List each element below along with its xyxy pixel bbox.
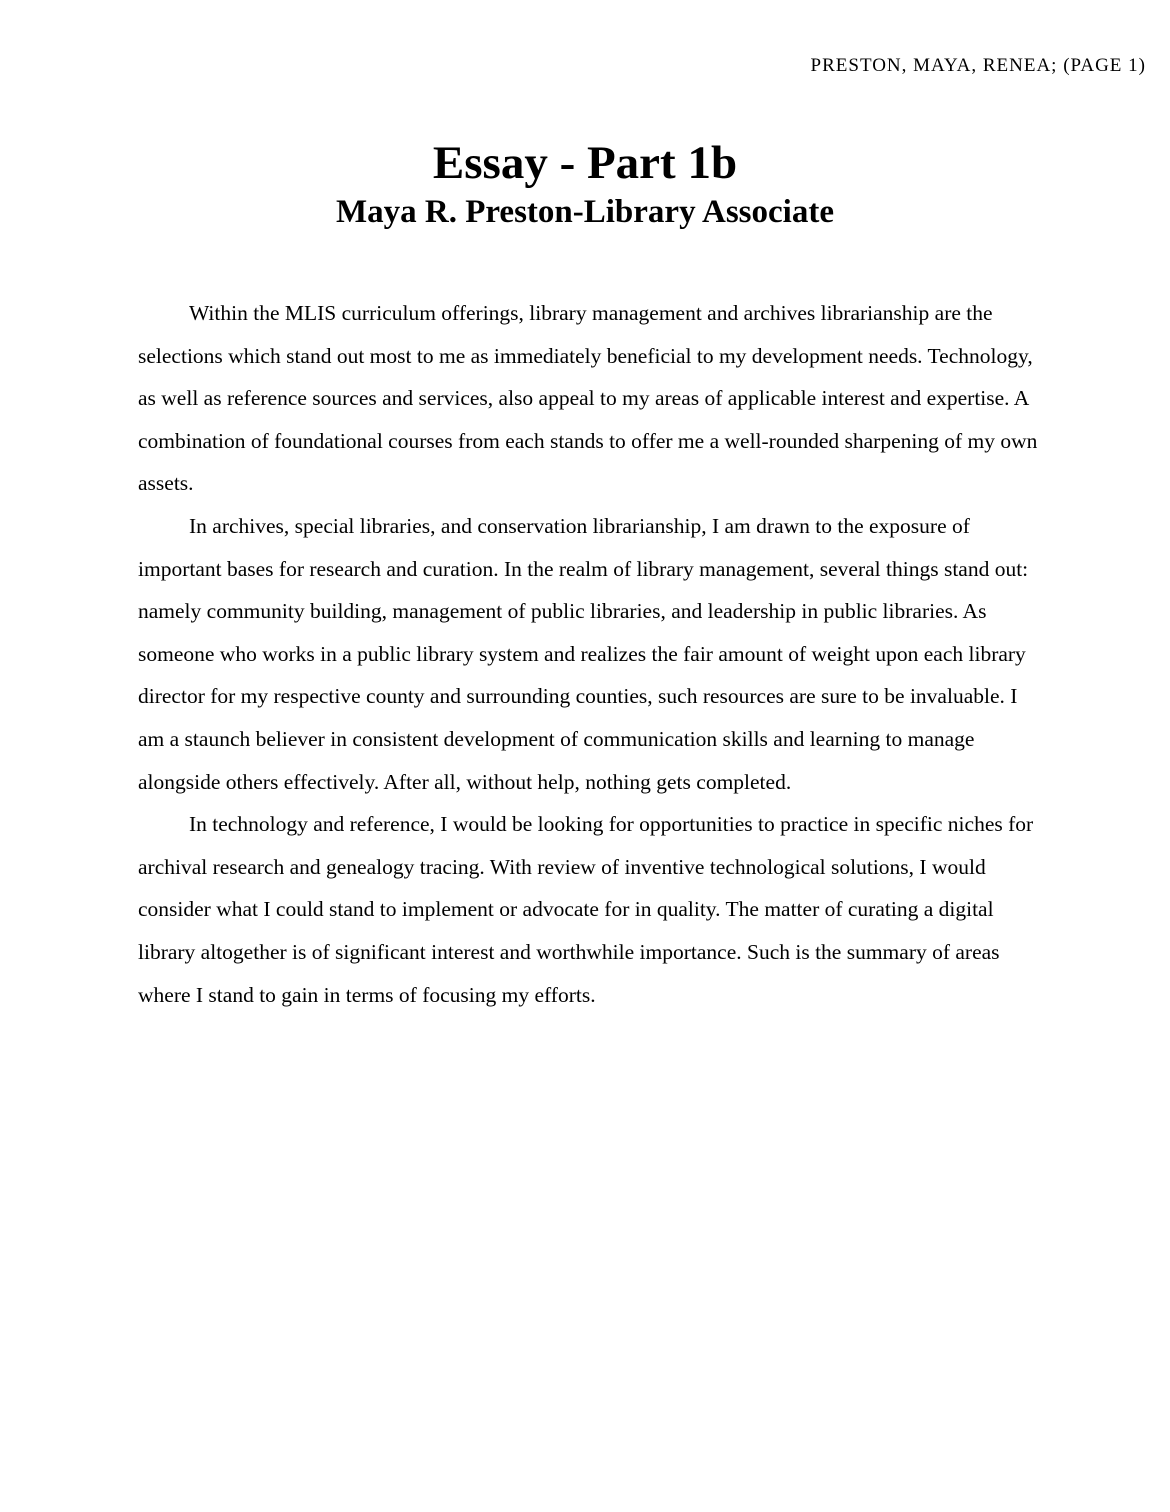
paragraph: In archives, special libraries, and conservation librarianship, I am drawn to the exposure of important bases for research and curation. In the realm of library management, several things stand out: namely community building, management of public libraries, and leadership in public libraries. As someone who works in a public library system and realizes the fair amount of weight upon each library director for my respective county and surrounding counties, such resources are sure to be invaluable. I am a staunch believer in consistent development of communication skills and learning to manage alongside others effectively. After all, without help, nothing gets completed. xyxy=(138,513,1029,794)
running-header: PRESTON, MAYA, RENEA; (PAGE 1) xyxy=(810,55,1146,76)
essay-body xyxy=(138,292,1038,1016)
page-subtitle: Maya R. Preston-Library Associate xyxy=(336,194,834,230)
paragraph: Within the MLIS curriculum offerings, library management and archives librarianship are the selections which stand out most to me as immediately beneficial to my development needs. Technology, as well as reference sources and services, also appeal to my areas of applicable interest and expertise. A combination of foundational courses from each stands to offer me a well-rounded sharpening of my own assets. xyxy=(138,301,1038,496)
page-title: Essay - Part 1b xyxy=(432,137,738,189)
paragraph: In technology and reference, I would be looking for opportunities to practice in specific niches for archival research and genealogy tracing. With review of inventive technological solutions, I would consider what I could stand to implement or advocate for in quality. The matter of curating a digital library altogether is of significant interest and worthwhile importance. Such is the summary of areas where I stand to gain in terms of focusing my efforts. xyxy=(138,812,1034,1007)
